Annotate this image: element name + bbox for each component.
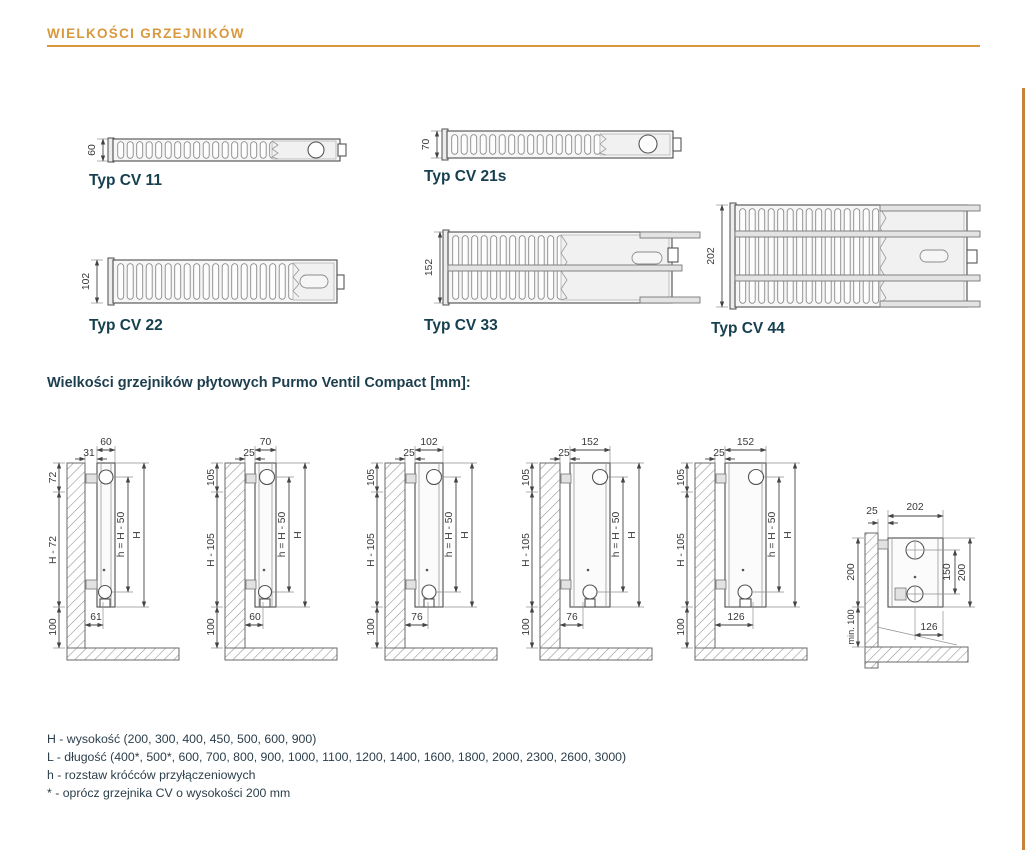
type-label-cv33: Typ CV 33 <box>424 317 498 334</box>
dim-top-offset: 105 <box>366 468 377 487</box>
dim-bottom-offset: 61 <box>90 612 102 623</box>
type-label-cv21s: Typ CV 21s <box>424 168 507 185</box>
top-view-cv21s <box>421 129 681 160</box>
footnote-length: L - długość (400*, 500*, 600, 700, 800, 900, 1000, 1100, 1200, 1400, 1600, 1800, 2000, 2300, 2600, 3000) <box>47 750 627 764</box>
type-label-cv11: Typ CV 11 <box>89 172 162 189</box>
dim-depth: 60 <box>87 144 98 156</box>
type-label-cv22: Typ CV 22 <box>89 317 163 334</box>
footnote-spacing: h - rozstaw króćców przyłączeniowych <box>47 768 256 782</box>
dim-depth: 152 <box>736 437 755 448</box>
dim-depth: 102 <box>81 272 92 291</box>
dimension-drawing-4 <box>521 437 652 660</box>
dim-top-offset: 72 <box>48 471 59 484</box>
dim-depth: 60 <box>100 437 112 448</box>
dim-bottom-clearance: 100 <box>366 618 377 636</box>
dim-pipe-spacing: h = H - 50 <box>116 511 127 558</box>
dim-depth: 202 <box>906 502 924 513</box>
dim-wall-gap: 25 <box>558 448 570 459</box>
dimension-drawing-1 <box>48 437 179 660</box>
accent-bar <box>1022 88 1025 850</box>
top-view-cv33 <box>424 230 700 305</box>
dim-pipe-spacing: h = H - 50 <box>767 511 778 558</box>
dim-min-clearance: min. 100 <box>846 609 856 645</box>
dim-top-offset: 105 <box>521 468 532 487</box>
dim-depth: 152 <box>581 437 599 448</box>
dim-wall-gap: 31 <box>83 448 95 459</box>
dim-bottom-clearance: 100 <box>206 618 217 636</box>
dim-bottom-offset: 60 <box>249 612 261 623</box>
dim-top-offset: 105 <box>206 468 217 487</box>
dim-height: H <box>132 531 143 539</box>
dim-depth: 152 <box>424 258 435 277</box>
dim-middle: H - 105 <box>366 533 377 567</box>
dim-pipe-spacing: h = H - 50 <box>277 511 288 558</box>
dim-middle: H - 105 <box>206 533 217 567</box>
dim-wall-gap: 25 <box>243 448 255 459</box>
dim-top-offset: 105 <box>676 468 687 487</box>
dim-depth: 202 <box>706 247 717 265</box>
dim-middle: H - 72 <box>48 535 59 565</box>
title-rule <box>47 45 980 47</box>
dim-pipe-spacing: h = H - 50 <box>611 511 622 558</box>
footnote-asterisk: * - oprócz grzejnika CV o wysokości 200 mm <box>47 786 291 800</box>
dim-height: H <box>293 531 304 539</box>
dim-wall-gap: 25 <box>713 448 725 459</box>
top-view-cv44 <box>706 203 980 309</box>
dim-middle: H - 105 <box>676 533 687 567</box>
dim-depth: 102 <box>420 437 438 448</box>
top-view-cv22 <box>81 258 344 305</box>
dim-height: H <box>783 531 794 539</box>
dimension-drawing-5 <box>676 437 807 660</box>
dim-height-left: 200 <box>846 563 857 581</box>
dim-inner-height: 150 <box>942 563 953 581</box>
dimension-drawing-3 <box>366 437 497 660</box>
dim-depth: 70 <box>421 138 432 151</box>
dimension-drawing-2 <box>206 437 337 660</box>
page-title: WIELKOŚCI GRZEJNIKÓW <box>47 26 245 41</box>
dim-bottom-clearance: 100 <box>676 618 687 636</box>
dim-bottom-offset: 76 <box>566 612 578 623</box>
dim-wall-gap: 25 <box>403 448 415 459</box>
dim-height: H <box>460 531 471 539</box>
dim-bottom-offset: 76 <box>411 612 423 623</box>
type-label-cv44: Typ CV 44 <box>711 320 785 337</box>
dim-bottom-offset: 126 <box>920 622 938 633</box>
top-view-cv11 <box>87 138 346 162</box>
dim-middle: H - 105 <box>521 533 532 567</box>
dimension-drawing-detail <box>846 502 975 668</box>
dim-outer-height: 200 <box>957 563 968 582</box>
dim-wall-gap: 25 <box>866 506 878 517</box>
dim-bottom-clearance: 100 <box>521 618 532 636</box>
dim-height: H <box>627 531 638 539</box>
dim-bottom-offset: 126 <box>727 612 745 623</box>
dim-pipe-spacing: h = H - 50 <box>444 511 455 558</box>
footnote-height: H - wysokość (200, 300, 400, 450, 500, 600, 900) <box>47 732 317 746</box>
dim-depth: 70 <box>259 437 272 448</box>
dim-bottom-clearance: 100 <box>48 618 59 636</box>
section-title: Wielkości grzejników płytowych Purmo Ventil Compact [mm]: <box>47 375 471 391</box>
